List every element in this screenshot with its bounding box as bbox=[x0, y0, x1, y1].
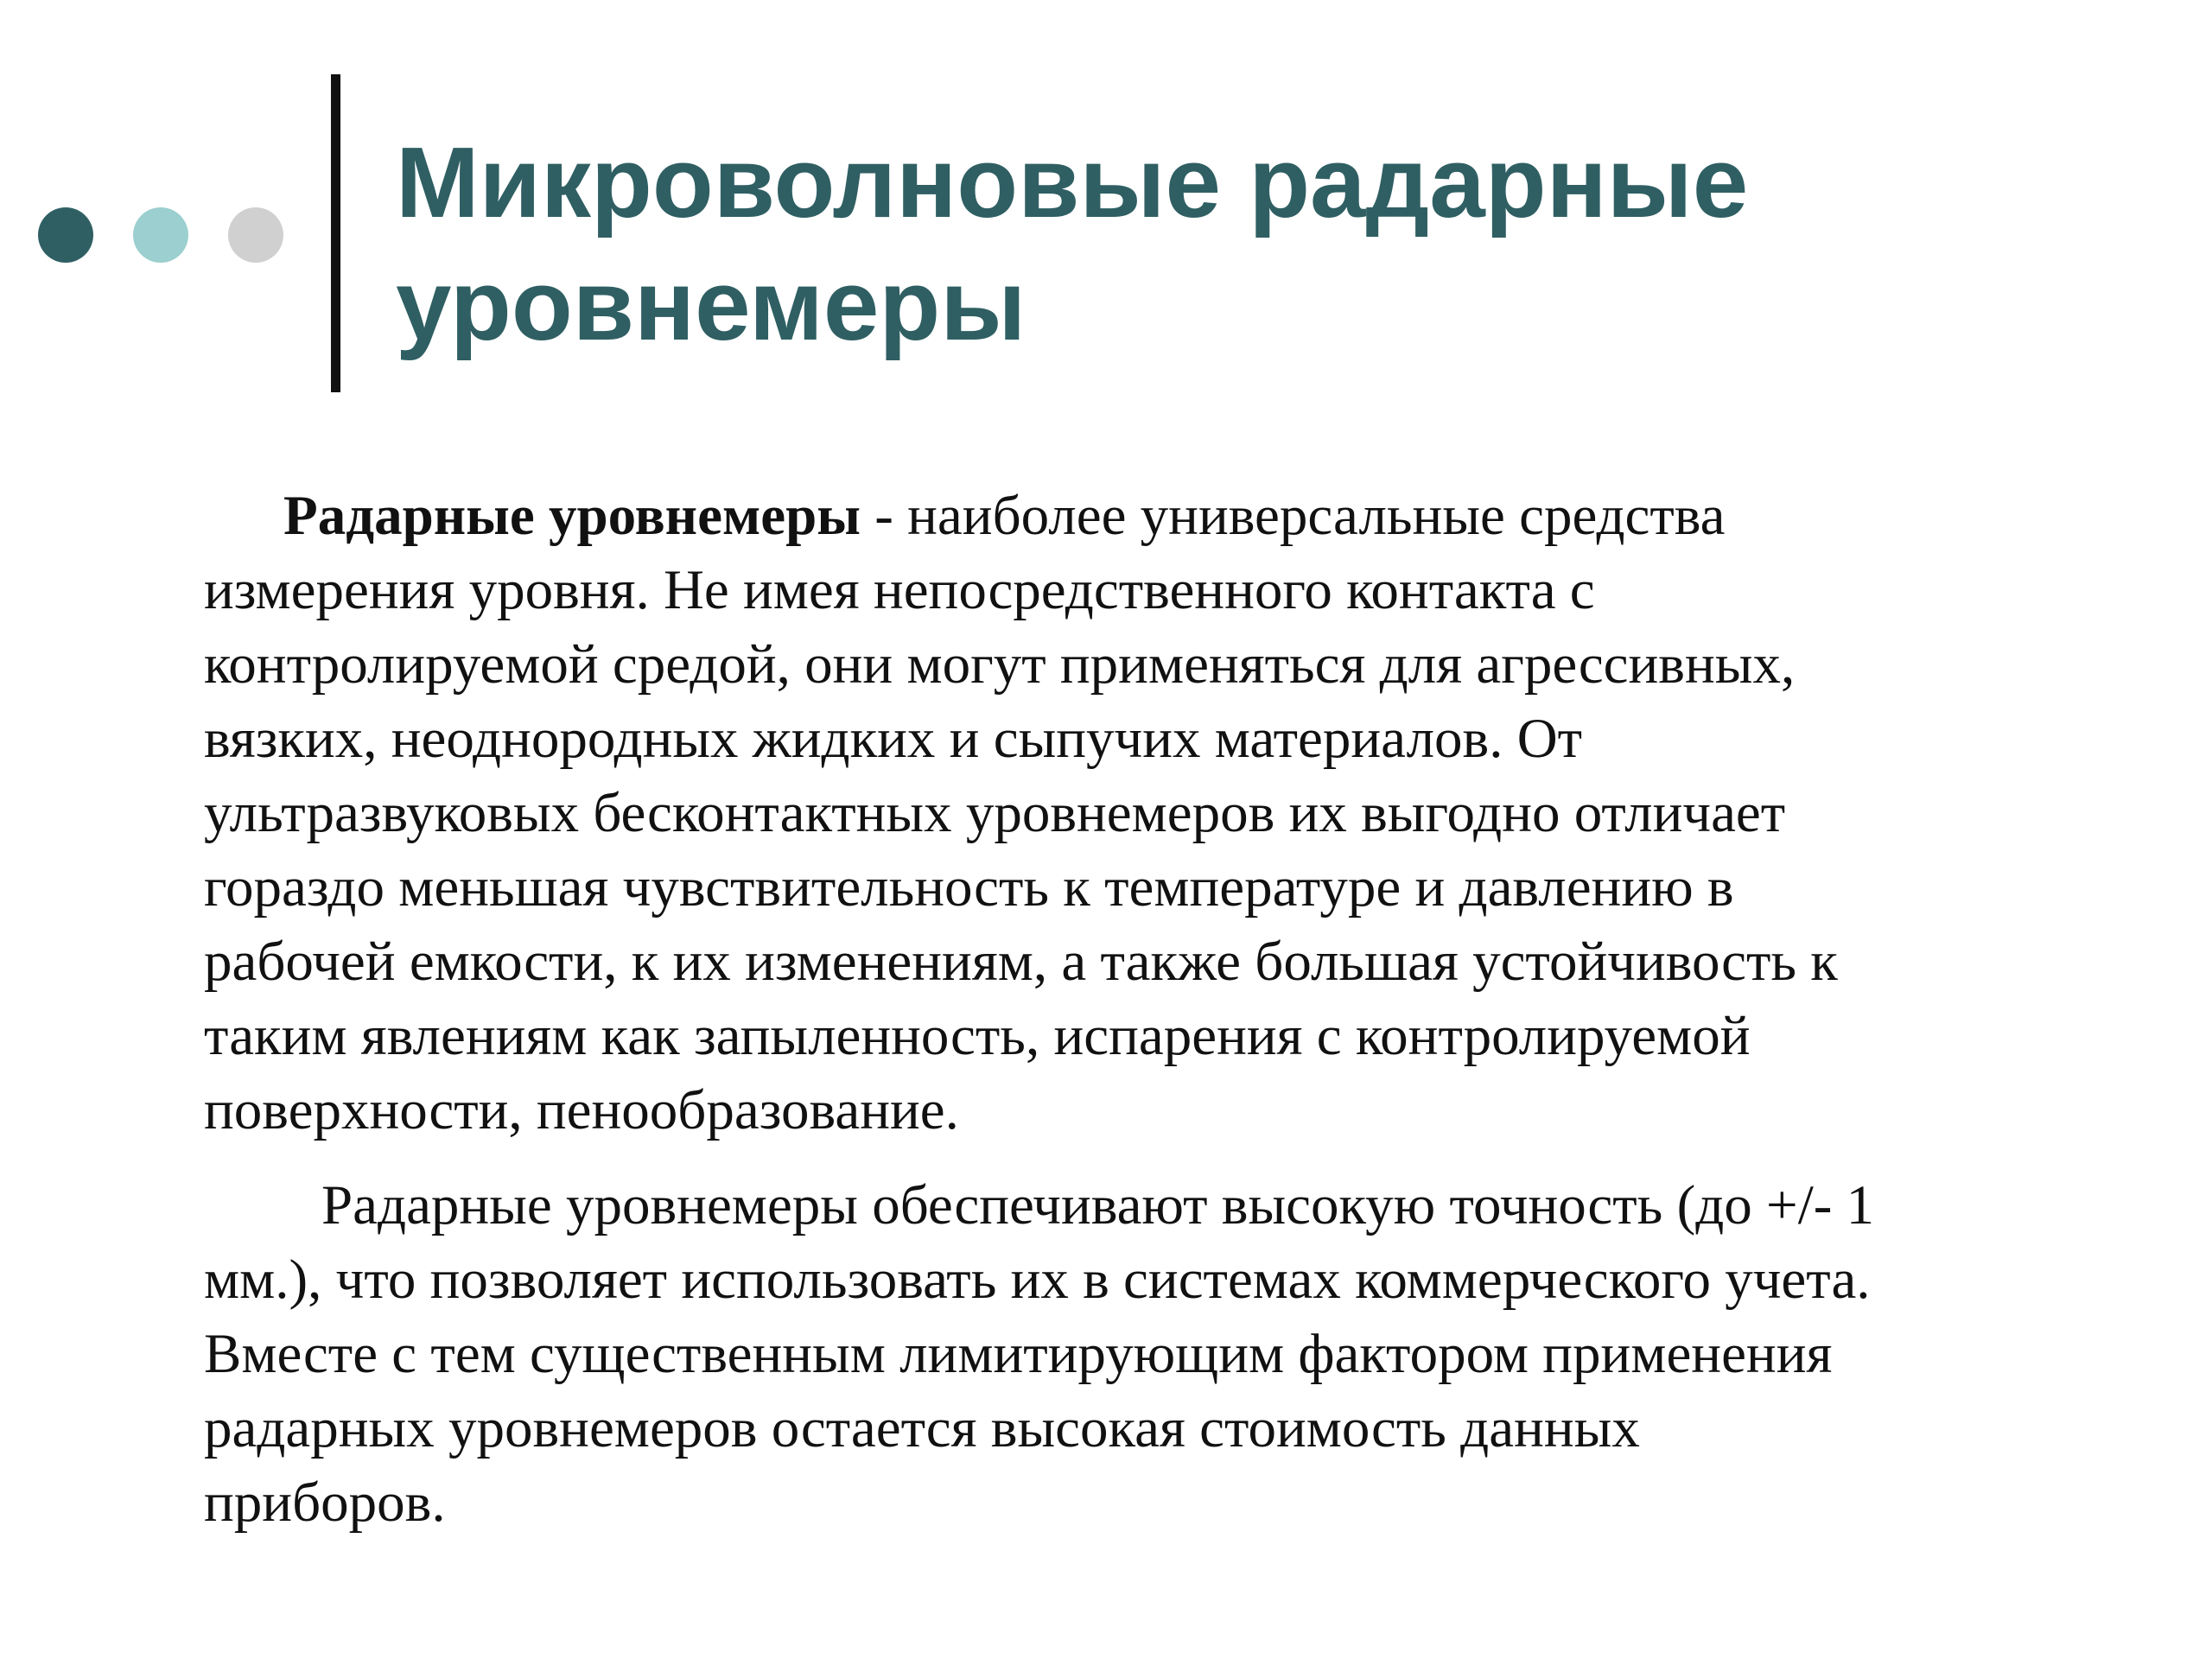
paragraph-1-line: вязких, неоднородных жидких и сыпучих материалов. От bbox=[204, 708, 1583, 770]
slide-title-line: уровнемеры bbox=[396, 249, 1027, 361]
paragraph-1-line: рабочей емкости, к их изменениям, а также большая устойчивость к bbox=[204, 931, 1838, 993]
paragraph-1-first-line bbox=[204, 479, 2105, 553]
dot-light-teal-icon bbox=[133, 207, 188, 263]
paragraph-2-line: приборов. bbox=[204, 1471, 446, 1534]
paragraph-1-line: контролируемой средой, они могут применяться для агрессивных, bbox=[204, 633, 1796, 696]
paragraph-spacer bbox=[204, 1147, 2105, 1168]
paragraph-1-line: измерения уровня. Не имея непосредственного контакта с bbox=[204, 559, 1595, 621]
paragraph-2-line: радарных уровнемеров остается высокая стоимость данных bbox=[204, 1397, 1640, 1459]
paragraph-2-line: Вместе с тем существенным лимитирующим фактором применения bbox=[204, 1323, 1833, 1385]
slide-title-line: Микроволновые радарные bbox=[396, 126, 1749, 238]
slide-body bbox=[204, 479, 2105, 1540]
paragraph-1-line: таким явлениям как запыленность, испарения с контролируемой bbox=[204, 1005, 1751, 1067]
paragraph-1-lead-term: Радарные уровнемеры bbox=[283, 485, 861, 547]
paragraph-2-line: мм.), что позволяет использовать их в системах коммерческого учета. bbox=[204, 1249, 1871, 1311]
slide-title bbox=[396, 121, 2124, 366]
title-divider bbox=[331, 74, 340, 392]
paragraph-1-line: ультразвуковых бесконтактных уровнемеров их выгодно отличает bbox=[204, 782, 1786, 844]
dot-gray-icon bbox=[228, 207, 283, 263]
dot-dark-teal-icon bbox=[38, 207, 93, 263]
paragraph-1-lead-rest: - наиболее универсальные средства bbox=[861, 485, 1726, 547]
paragraph-1-line: гораздо меньшая чувствительность к температуре и давлению в bbox=[204, 856, 1734, 918]
decorative-dots bbox=[38, 207, 289, 263]
paragraph-1-line: поверхности, пенообразование. bbox=[204, 1079, 959, 1141]
paragraph-2-first-line: Радарные уровнемеры обеспечивают высокую точность (до +/- 1 bbox=[321, 1174, 1875, 1236]
